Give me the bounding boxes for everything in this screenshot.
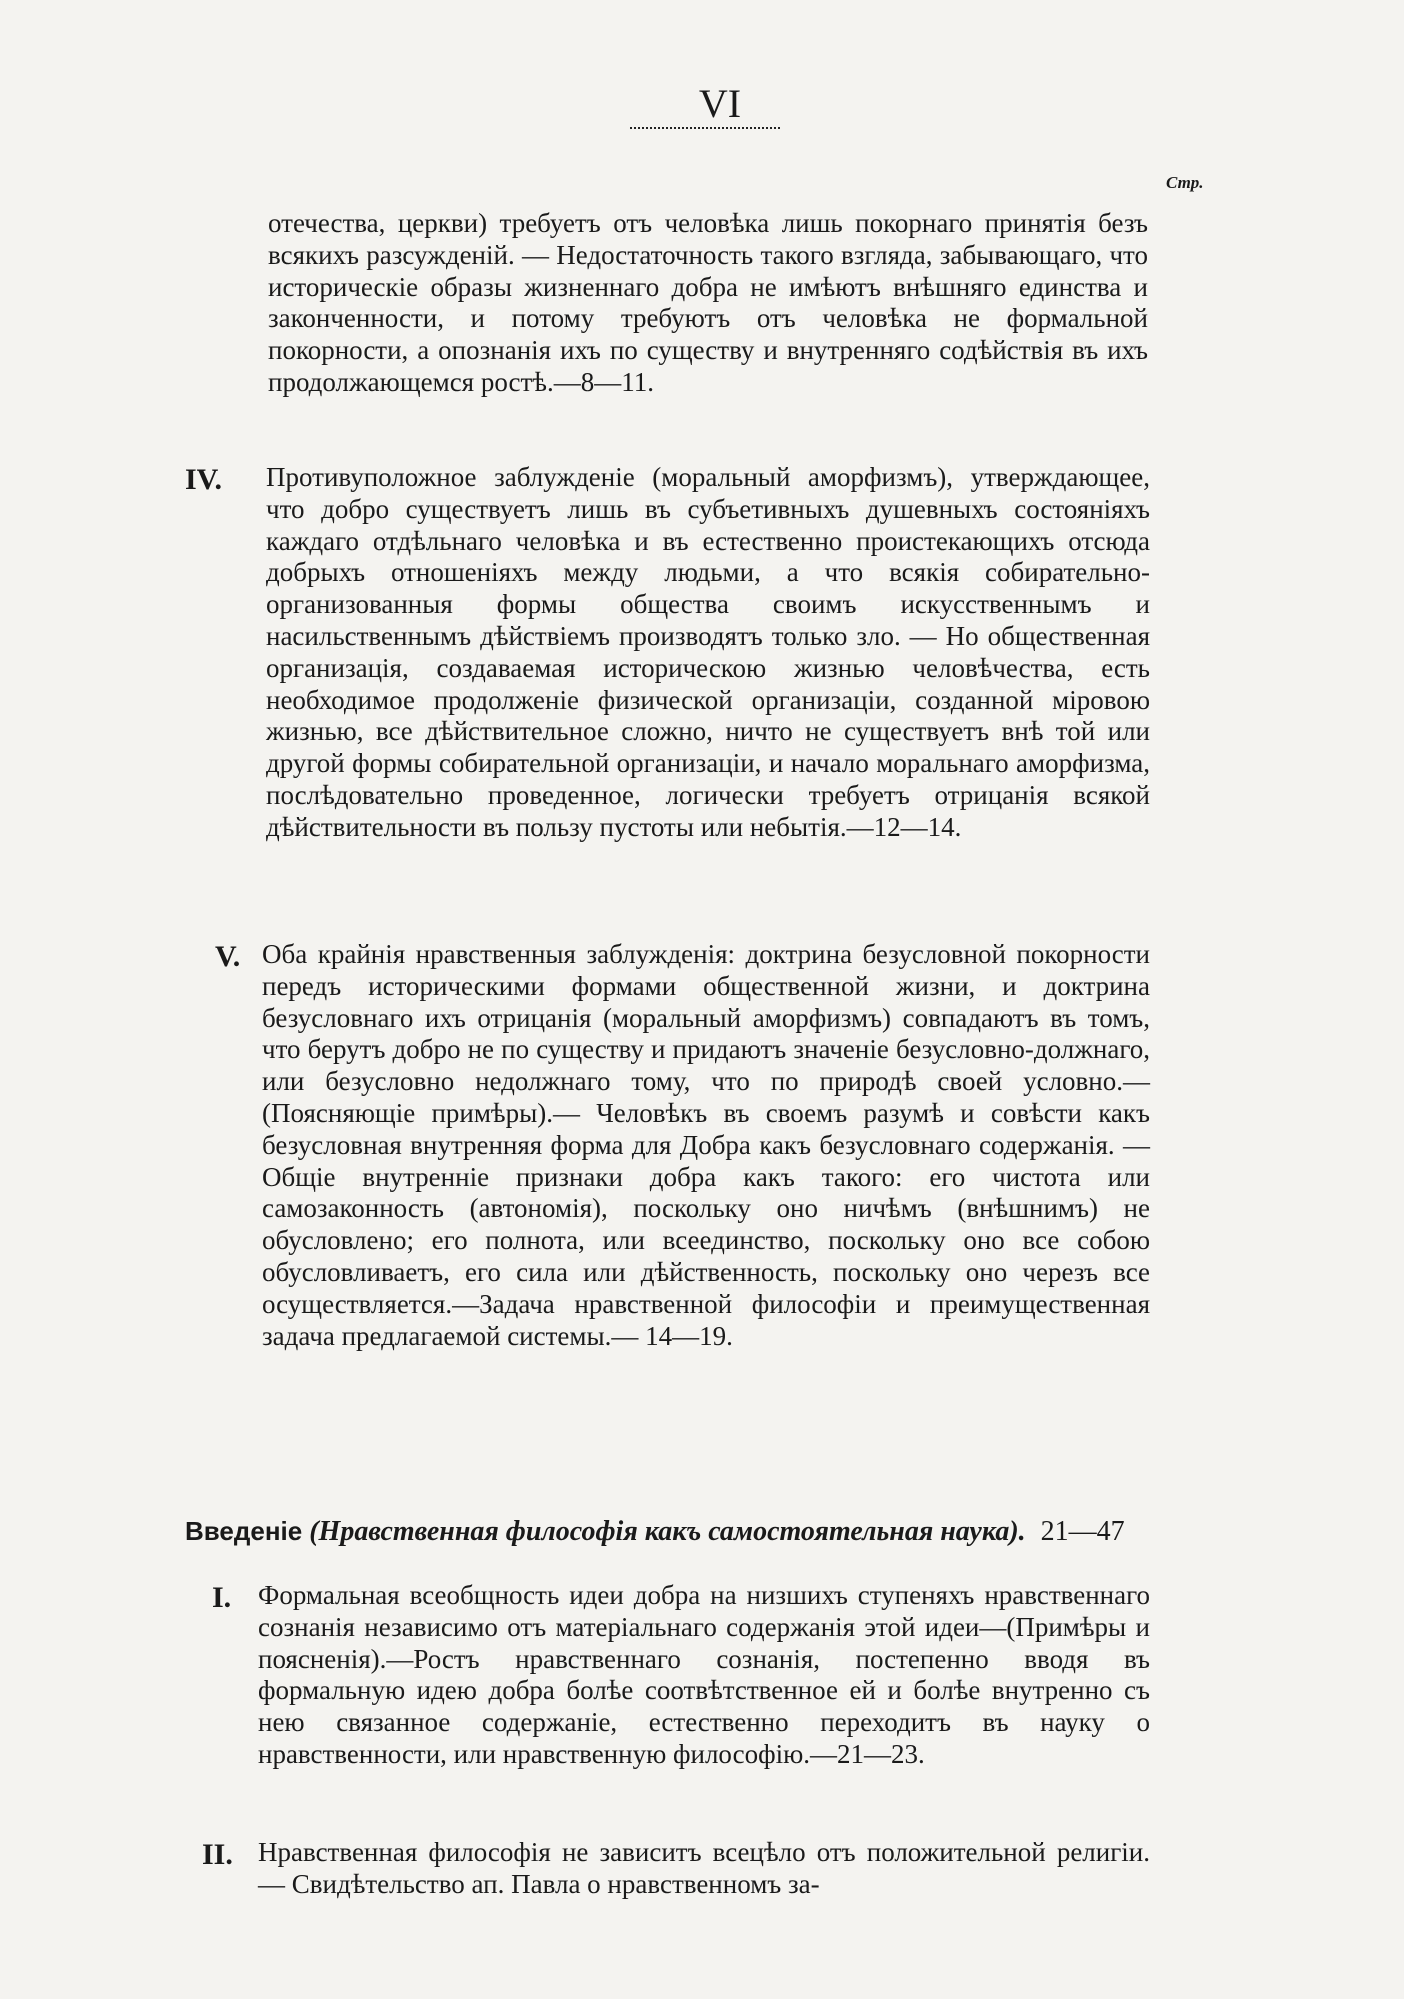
page-column-label: Стр. (1166, 173, 1204, 192)
introduction-subtitle: (Нравственная философія какъ самостоятельная наука). (309, 1516, 1026, 1547)
page-number-rule (630, 127, 780, 129)
item-numeral: II. (202, 1838, 233, 1871)
item-text: Оба крайнія нравственныя заблужденія: доктрина безусловной покорности передъ историческими формами общественной жизни, и доктрина безусловнаго ихъ отрицанія (моральный аморфизмъ) совпадаютъ въ томъ, что берутъ добро не по существу и придаютъ значеніе безусловно-должнаго, или безусловно недолжнаго тому, что по природѣ своей условно.—(Поясняющіе примѣры).— Человѣкъ въ своемъ разумѣ и совѣсти какъ безусловная внутренняя форма для Добра какъ безусловнаго содержанія. — Общіе внутренніе признаки добра какъ такого: его чистота или самозаконность (автономія), поскольку оно ничѣмъ (внѣшнимъ) не обусловлено; его полнота, или всеединство, поскольку оно все собою обусловливаетъ, его сила или дѣйственность, поскольку оно черезъ все осуществляется.—Задача нравственной философіи и преимущественная задача предлагаемой системы.— 14—19. (262, 939, 1150, 1351)
item-text: Противуположное заблужденіе (моральный аморфизмъ), утверждающее, что добро существуетъ лишь въ субъетивныхъ душевныхъ состояніяхъ каждаго отдѣльнаго человѣка и въ естественно проистекающихъ отсюда добрыхъ отношеніяхъ между людьми, а что всякія собирательно-организованныя формы общества своимъ искусственнымъ и насильственнымъ дѣйствіемъ производятъ только зло. — Но общественная организація, создаваемая историческою жизнью человѣчества, есть необходимое продолженіе физической организаціи, созданной міровою жизнью, все дѣйствительное сложно, ничто не существуетъ внѣ той или другой формы собирательной организаціи, и начало моральнаго аморфизма, послѣдовательно проведенное, логически требуетъ отрицанія всякой дѣйствительности въ пользу пустоты или небытія.—12—14. (266, 462, 1150, 842)
item-numeral: I. (212, 1581, 232, 1614)
item-numeral: V. (215, 940, 241, 973)
page-number: VI (698, 81, 742, 126)
introduction-page-range: 21—47 (1040, 1516, 1125, 1547)
introduction-heading-line (185, 1516, 1125, 1548)
continuation-paragraph: отечества, церкви) требуетъ отъ человѣка лишь покорнаго принятія безъ всякихъ разсужденій. — Недостаточность такого взгляда, забывающаго, что историческіе образы жизненнаго добра не имѣютъ внѣшняго единства и законченности, и потому требуютъ отъ человѣка не формальной покорности, а опознанія ихъ по существу и внутренняго содѣйствія въ ихъ продолжающемся ростѣ.—8—11. (268, 208, 1148, 397)
item-text: Нравственная философія не зависитъ всецѣло отъ положительной религіи. — Свидѣтельство ап. Павла о нравственномъ за- (258, 1837, 1150, 1899)
item-text: Формальная всеобщность идеи добра на низшихъ ступеняхъ нравственнаго сознанія независимо отъ матеріальнаго содержанія этой идеи—(Примѣры и поясненія).—Ростъ нравственнаго сознанія, постепенно вводя въ формальную идею добра болѣе соотвѣтственное ей и болѣе внутренно съ нею связанное содержаніе, естественно переходитъ въ науку о нравственности, или нравственную философію.—21—23. (258, 1580, 1150, 1769)
introduction-heading: Введеніе (185, 1516, 303, 1546)
item-numeral: IV. (185, 463, 222, 496)
